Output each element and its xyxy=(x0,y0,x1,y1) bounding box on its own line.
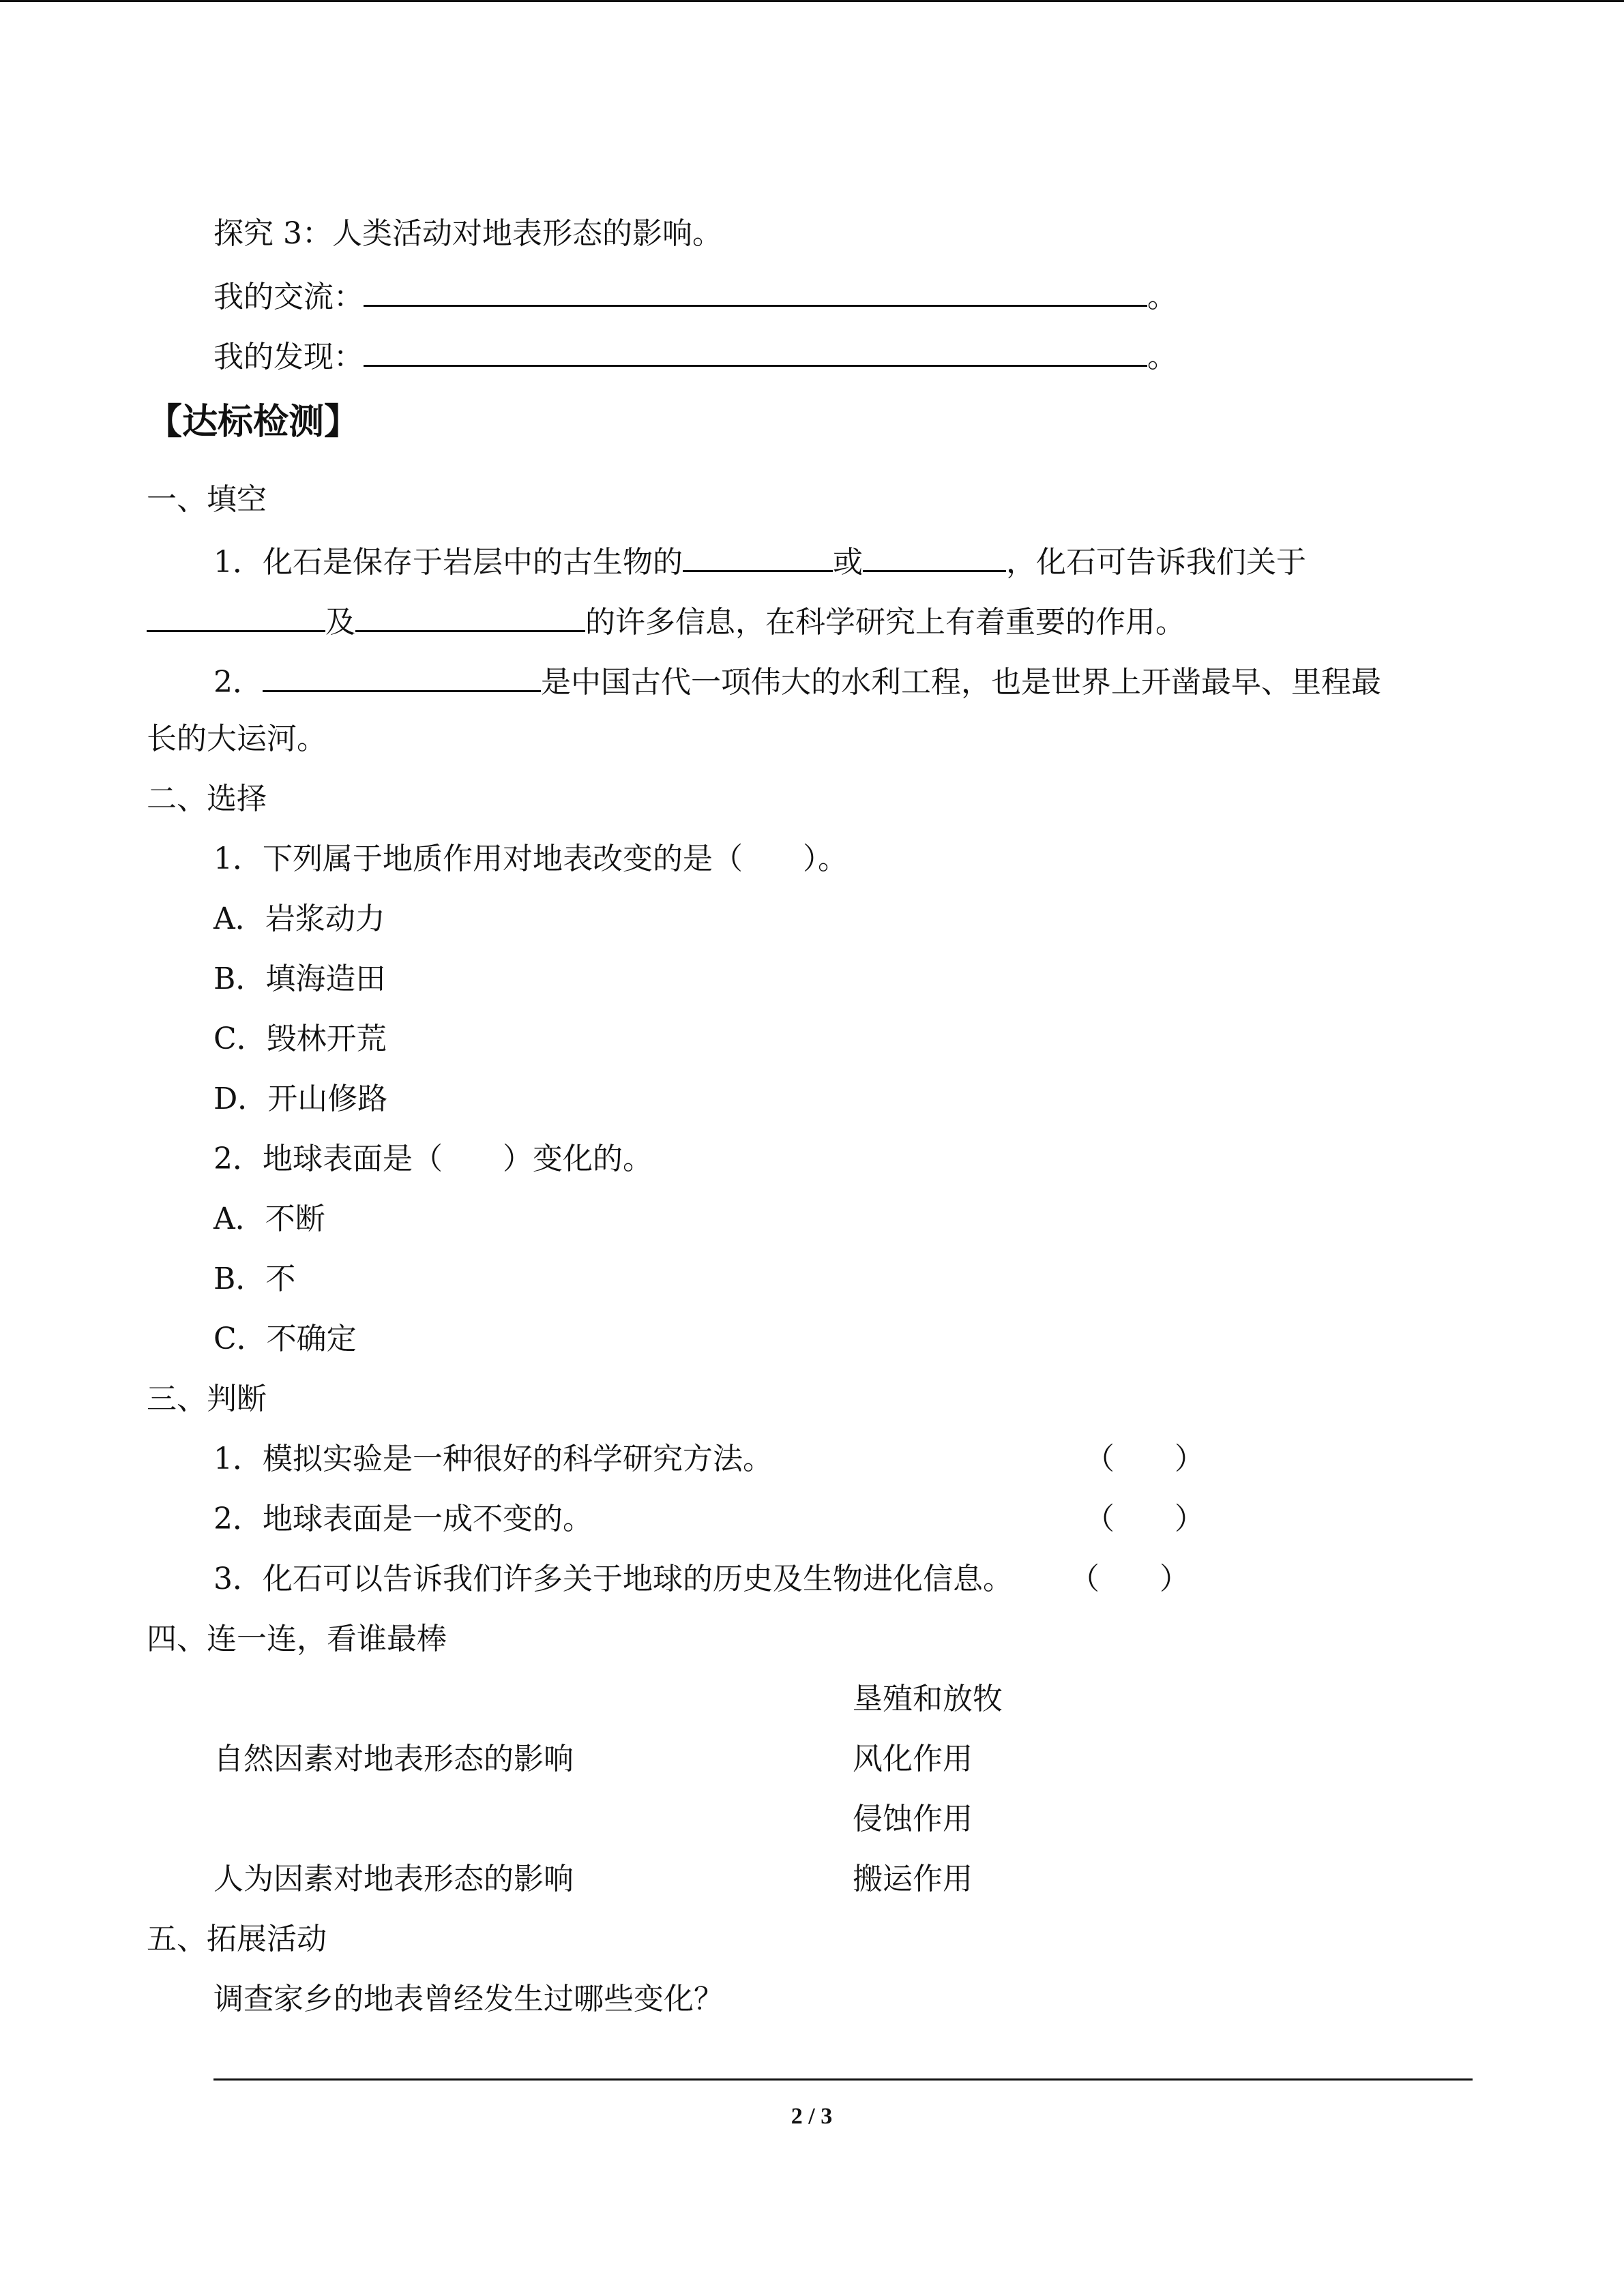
section-heading: 【达标检测】 xyxy=(147,402,360,443)
match-right-3[interactable]: 侵蚀作用 xyxy=(853,1802,973,1836)
fill-q1-line2 xyxy=(147,599,1185,643)
match-right-1[interactable]: 垦殖和放牧 xyxy=(853,1682,1003,1716)
choice-q2-option-b[interactable]: B．不 xyxy=(213,1262,296,1296)
exchange-label: 我的交流： xyxy=(213,280,364,314)
exchange-line xyxy=(213,273,1177,318)
discovery-line xyxy=(213,333,1177,378)
fill-q2-line2: 长的大运河。 xyxy=(147,721,327,756)
match-title: 四、连一连，看谁最棒 xyxy=(147,1622,447,1656)
match-left-1[interactable]: 自然因素对地表形态的影响 xyxy=(213,1742,574,1776)
fill-q1-blank-4[interactable] xyxy=(355,599,585,632)
explore3-title: 探究 3：人类活动对地表形态的影响。 xyxy=(213,216,722,251)
choice-q1-option-c[interactable]: C．毁林开荒 xyxy=(213,1022,387,1056)
fill-q2-text-a: 是中国古代一项伟大的水利工程，也是世界上开凿最早、里程最 xyxy=(541,665,1381,700)
page-number: 2 / 3 xyxy=(791,2104,833,2129)
choice-q2-option-c[interactable]: C．不确定 xyxy=(213,1322,357,1356)
choice-q1-option-a[interactable]: A．岩浆动力 xyxy=(213,901,385,936)
choice-q2-option-a[interactable]: A．不断 xyxy=(213,1202,325,1236)
judge-answer-2[interactable]: （ ） xyxy=(1084,1502,1205,1536)
match-right-4[interactable]: 搬运作用 xyxy=(853,1862,973,1896)
fill-q1-or: 或 xyxy=(833,545,863,580)
judge-answer-1[interactable]: （ ） xyxy=(1084,1442,1205,1476)
discovery-period: 。 xyxy=(1147,340,1177,374)
extension-title: 五、拓展活动 xyxy=(147,1922,327,1956)
fill-q1-text-b: ，化石可告诉我们关于 xyxy=(1006,545,1306,580)
footer-rule xyxy=(213,2078,1473,2081)
fill-q2-line1 xyxy=(213,659,1381,703)
choice-q1: 1．下列属于地质作用对地表改变的是（ ）。 xyxy=(213,841,848,876)
match-left-2[interactable]: 人为因素对地表形态的影响 xyxy=(213,1862,574,1896)
discovery-label: 我的发现： xyxy=(213,340,364,374)
fill-q1-blank-2[interactable] xyxy=(863,539,1006,572)
fill-q2-blank[interactable] xyxy=(263,659,541,692)
fill-q1-text-c: 的许多信息，在科学研究上有着重要的作用。 xyxy=(585,605,1185,640)
judge-item-1: 1．模拟实验是一种很好的科学研究方法。 xyxy=(213,1442,773,1476)
judge-answer-3[interactable]: （ ） xyxy=(1069,1562,1190,1596)
judge-item-3: 3．化石可以告诉我们许多关于地球的历史及生物进化信息。 xyxy=(213,1562,1013,1596)
exchange-blank[interactable] xyxy=(364,273,1147,307)
choice-q1-option-b[interactable]: B．填海造田 xyxy=(213,961,386,996)
choice-title: 二、选择 xyxy=(147,781,267,816)
fill-q1-blank-1[interactable] xyxy=(683,539,833,572)
fill-q2-num: 2． xyxy=(213,665,263,700)
fill-q1-line1 xyxy=(213,539,1306,583)
choice-q2: 2．地球表面是（ ）变化的。 xyxy=(213,1142,653,1176)
exchange-period: 。 xyxy=(1147,280,1177,314)
fill-q1-text-a: 1．化石是保存于岩层中的古生物的 xyxy=(213,545,683,580)
judge-item-2: 2．地球表面是一成不变的。 xyxy=(213,1502,593,1536)
judge-title: 三、判断 xyxy=(147,1382,267,1416)
top-border xyxy=(0,0,1624,2)
discovery-blank[interactable] xyxy=(364,333,1147,367)
fill-q1-blank-3[interactable] xyxy=(147,599,325,632)
fill-title: 一、填空 xyxy=(147,482,267,517)
extension-question: 调查家乡的地表曾经发生过哪些变化？ xyxy=(213,1982,724,2016)
fill-q1-and: 及 xyxy=(325,605,355,640)
choice-q1-option-d[interactable]: D．开山修路 xyxy=(213,1082,388,1116)
match-right-2[interactable]: 风化作用 xyxy=(853,1742,973,1776)
